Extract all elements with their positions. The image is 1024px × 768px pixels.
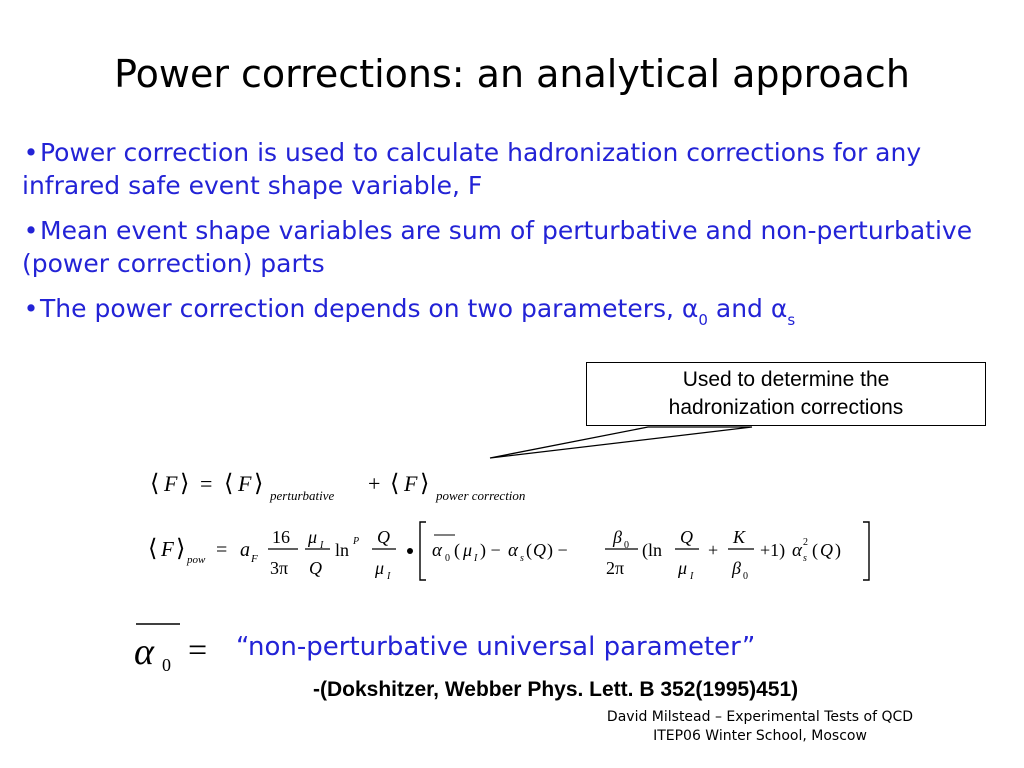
svg-text:⟨: ⟨ <box>148 536 158 562</box>
svg-text:0: 0 <box>743 571 748 582</box>
svg-text:⟩: ⟩ <box>176 536 186 562</box>
alpha-symbol: α <box>134 631 154 673</box>
footer-line: ITEP06 Winter School, Moscow <box>653 728 867 744</box>
eq1-sub2: power correction <box>436 488 526 503</box>
eq2-aF: a <box>240 539 250 561</box>
bullet-text: Mean event shape variables are sum of perturbative and non-perturbative (power correction) parts <box>22 216 973 278</box>
svg-text:2: 2 <box>803 537 808 548</box>
equation-2 <box>148 522 869 582</box>
svg-text:s: s <box>803 553 807 564</box>
svg-text:α: α <box>432 540 442 561</box>
svg-text:α: α <box>508 540 518 561</box>
bullet-text: and α <box>707 294 788 323</box>
svg-text:+: + <box>708 540 719 560</box>
svg-text:⟩: ⟩ <box>180 471 190 497</box>
eq2-aF-sub: F <box>251 553 258 565</box>
svg-text:+: + <box>368 471 381 496</box>
eq2-frac1-num: 16 <box>272 527 290 547</box>
eq2-frac2-num: μ <box>308 527 318 547</box>
callout-line: hadronization corrections <box>668 396 904 419</box>
eq1-rhs2: F <box>404 471 418 496</box>
alpha0-symbol <box>134 624 207 675</box>
eq2-frac3-den: μ <box>375 558 385 578</box>
svg-text:μ: μ <box>678 558 688 578</box>
svg-text:⟩: ⟩ <box>420 471 430 497</box>
eq2-lhs-sub: pow <box>187 554 206 566</box>
svg-text:Q: Q <box>820 540 833 560</box>
eq2-lhs: F <box>161 537 174 561</box>
callout-line: Used to determine the <box>682 368 890 391</box>
alpha-caption: “non-perturbative universal parameter” <box>236 632 756 662</box>
svg-text:⟨: ⟨ <box>224 471 234 497</box>
svg-text:(: ( <box>454 540 460 560</box>
alpha-sub: 0 <box>162 655 171 675</box>
footer <box>560 708 960 746</box>
eq1-sub1: perturbative <box>270 488 335 503</box>
svg-text:0: 0 <box>445 553 450 564</box>
svg-text:(ln: (ln <box>642 540 662 560</box>
bullet-dot-icon: • <box>23 138 39 167</box>
svg-text:I: I <box>690 571 694 582</box>
svg-text:I: I <box>474 553 478 564</box>
svg-text:) −: ) − <box>480 540 501 560</box>
svg-text:s: s <box>520 553 524 564</box>
svg-text:+1): +1) <box>760 540 786 560</box>
callout-pointer <box>490 427 752 458</box>
eq2-beta-sub: 0 <box>624 540 629 551</box>
svg-text:=: = <box>216 539 228 561</box>
footer-line: David Milstead – Experimental Tests of QCD <box>606 709 914 725</box>
svg-text:⟩: ⟩ <box>254 471 264 497</box>
svg-text:Q: Q <box>533 540 546 560</box>
eq2-beta-num: β <box>613 527 622 547</box>
svg-text:α: α <box>792 540 802 561</box>
eq2-frac4-num: Q <box>680 527 693 547</box>
bullet-text: The power correction depends on two parameters, α <box>40 294 699 323</box>
eq2-beta-den: 2π <box>606 558 625 578</box>
eq1-rhs1: F <box>238 471 252 496</box>
svg-text:=: = <box>200 471 213 496</box>
svg-text:(: ( <box>526 540 532 560</box>
eq2-frac3-den-sub: I <box>387 571 391 582</box>
subscript: 0 <box>698 311 708 329</box>
svg-text:=: = <box>188 632 208 669</box>
reference: -(Dokshitzer, Webber Phys. Lett. B 352(1995)451) <box>313 678 799 701</box>
svg-text:μ: μ <box>463 540 473 560</box>
svg-text:β: β <box>732 558 741 578</box>
bullet-text: Power correction is used to calculate hadronization corrections for any infrared safe event shape variable, F <box>22 138 922 200</box>
eq1-lhs: F <box>164 471 178 496</box>
svg-text:) −: ) − <box>547 540 568 560</box>
eq2-ln-sup: P <box>353 536 360 547</box>
bullet-dot-icon: • <box>23 216 39 245</box>
subscript: s <box>787 311 796 329</box>
svg-text:⟨: ⟨ <box>390 471 400 497</box>
eq2-K: K <box>733 527 746 547</box>
eq2-ln: ln <box>335 540 350 560</box>
eq2-frac2-den: Q <box>309 558 322 578</box>
svg-text:): ) <box>835 540 841 560</box>
svg-text:⟨: ⟨ <box>150 471 160 497</box>
bullet-dot-icon: • <box>23 294 39 323</box>
eq2-frac2-num-sub: I <box>320 540 324 551</box>
slide-title: Power corrections: an analytical approach <box>114 52 910 96</box>
eq2-frac1-den: 3π <box>270 558 289 578</box>
eq2-frac3-num: Q <box>377 527 390 547</box>
equation-1 <box>150 471 525 503</box>
svg-text:(: ( <box>812 540 818 560</box>
